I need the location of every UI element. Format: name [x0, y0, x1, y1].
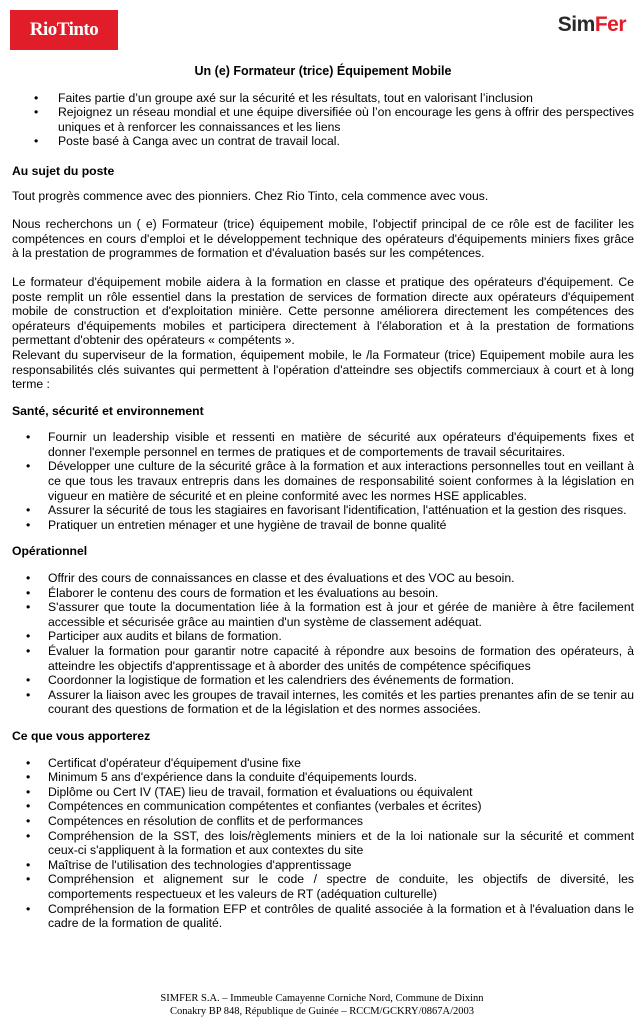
- simfer-logo-sim: Sim: [557, 13, 595, 36]
- hse-list: [12, 430, 634, 532]
- list-item: • S'assurer que toute la documentation liée à la formation est à jour et gérée de manière à être facilement accessible et sécurisée grâce au maintien d'un système de classement adéquat.: [48, 600, 634, 629]
- page-footer: [0, 992, 644, 1018]
- list-item: • Compétences en communication compétentes et confiantes (verbales et écrites): [48, 799, 634, 814]
- about-paragraph-4: Relevant du superviseur de la formation, équipement mobile, le /la Formateur (trice) Equipement mobile aura les responsabilités clés suivantes qui permettent à l'opération d'atteindre ses objectifs commerciaux à court et à long terme :: [12, 347, 634, 392]
- simfer-logo: [557, 13, 626, 36]
- list-item: • Offrir des cours de connaissances en classe et des évaluations et des VOC au besoin.: [48, 571, 634, 586]
- about-paragraph-2: Nous recherchons un ( e) Formateur (trice) équipement mobile, l'objectif principal de ce rôle est de faciliter les compétences en cours d'emploi et le développement technique des opérateurs d'équipements miniers fixes grâce à la prestation de programmes de formation et d'évaluation basés sur les compétences.: [12, 217, 634, 261]
- bring-heading: Ce que vous apporterez: [12, 728, 151, 743]
- list-item: • Poste basé à Canga avec un contrat de travail local.: [58, 134, 634, 149]
- list-item: • Élaborer le contenu des cours de formation et les évaluations au besoin.: [48, 586, 634, 601]
- ops-heading: Opérationnel: [12, 544, 88, 559]
- list-item: • Maîtrise de l'utilisation des technologies d'apprentissage: [48, 858, 634, 873]
- list-item: • Compétences en résolution de conflits et de performances: [48, 814, 634, 829]
- list-item: • Coordonner la logistique de formation et les calendriers des événements de formation.: [48, 673, 634, 688]
- list-item: • Rejoignez un réseau mondial et une équipe diversifiée où l’on encourage les gens à offrir des perspectives uniques et à renforcer les connaissances et les liens: [58, 105, 634, 134]
- bring-list: [12, 756, 634, 931]
- page-header: [0, 0, 644, 60]
- list-item: • Assurer la sécurité de tous les stagiaires en favorisant l'identification, l'atténuation et la gestion des risques.: [48, 503, 634, 518]
- list-item: • Évaluer la formation pour garantir notre capacité à répondre aux besoins de formation des opérateurs, à atteindre les objectifs d'apprentissage et à aborder des unités de compétence spécifiques: [48, 644, 634, 673]
- list-item: • Compréhension de la formation EFP et contrôles de qualité associée à la formation et à l'évaluation dans le cadre de la formation de qualité.: [48, 902, 634, 931]
- list-item: • Assurer la liaison avec les groupes de travail internes, les comités et les parties prenantes afin de se tenir au courant des questions de formation et de la législation et des normes associées.: [48, 688, 634, 717]
- list-item: • Pratiquer un entretien ménager et une hygiène de travail de bonne qualité: [48, 518, 634, 533]
- footer-registration-line: Conakry BP 848, République de Guinée – RCCM/GCKRY/0867A/2003: [169, 1006, 475, 1017]
- intro-list: [12, 91, 634, 149]
- list-item: • Faites partie d’un groupe axé sur la sécurité et les résultats, tout en valorisant l’inclusion: [58, 91, 634, 106]
- job-title: Un (e) Formateur (trice) Équipement Mobile: [194, 64, 452, 78]
- list-item: • Certificat d'opérateur d'équipement d'usine fixe: [48, 756, 634, 771]
- hse-heading: Santé, sécurité et environnement: [12, 403, 204, 418]
- list-item: • Compréhension de la SST, des lois/règlements miniers et de la loi nationale sur la sécurité et comment ceux-ci s'appliquent à la formation et aux contextes du site: [48, 829, 634, 858]
- simfer-logo-fer: Fer: [594, 13, 626, 36]
- list-item: • Compréhension et alignement sur le code / spectre de conduite, les objectifs de diversité, les comportements respectueux et les valeurs de RT (adéquation culturelle): [48, 872, 634, 901]
- rio-tinto-logo: RioTinto: [10, 10, 118, 50]
- about-paragraph-3: Le formateur d'équipement mobile aidera à la formation en classe et pratique des opérateurs d'équipement. Ce poste remplit un rôle essentiel dans la prestation de services de formation directe aux opérateurs d'équipement mobile de construction et d'exploitation minière. Cette personne améliorera directement les compétences des opérateurs d'équipements mobiles et participera directement à l'élaboration et à la prestation de formations permettant d'obtenir des opérateurs « compétents ».: [12, 274, 634, 348]
- list-item: • Minimum 5 ans d'expérience dans la conduite d'équipements lourds.: [48, 770, 634, 785]
- about-paragraph-1: Tout progrès commence avec des pionniers. Chez Rio Tinto, cela commence avec vous.: [12, 188, 489, 203]
- footer-address-line: SIMFER S.A. – Immeuble Camayenne Corniche Nord, Commune de Dixinn: [160, 993, 484, 1004]
- about-heading: Au sujet du poste: [12, 163, 115, 178]
- list-item: • Diplôme ou Cert IV (TAE) lieu de travail, formation et évaluations ou équivalent: [48, 785, 634, 800]
- list-item: • Participer aux audits et bilans de formation.: [48, 629, 634, 644]
- ops-list: [12, 571, 634, 717]
- list-item: • Développer une culture de la sécurité grâce à la formation et aux interactions personnelles tout en veillant à ce que tous les travaux entrepris dans les domaines de responsabilité soient conformes à la législation en vigueur en matière de sécurité et en pleine conformité avec les normes HSE applicables.: [48, 459, 634, 503]
- list-item: • Fournir un leadership visible et ressenti en matière de sécurité aux opérateurs d'équipements fixes et donner l'exemple personnel en termes de pratiques et de comportements de travail sécuritaires.: [48, 430, 634, 459]
- document-body: [12, 64, 634, 942]
